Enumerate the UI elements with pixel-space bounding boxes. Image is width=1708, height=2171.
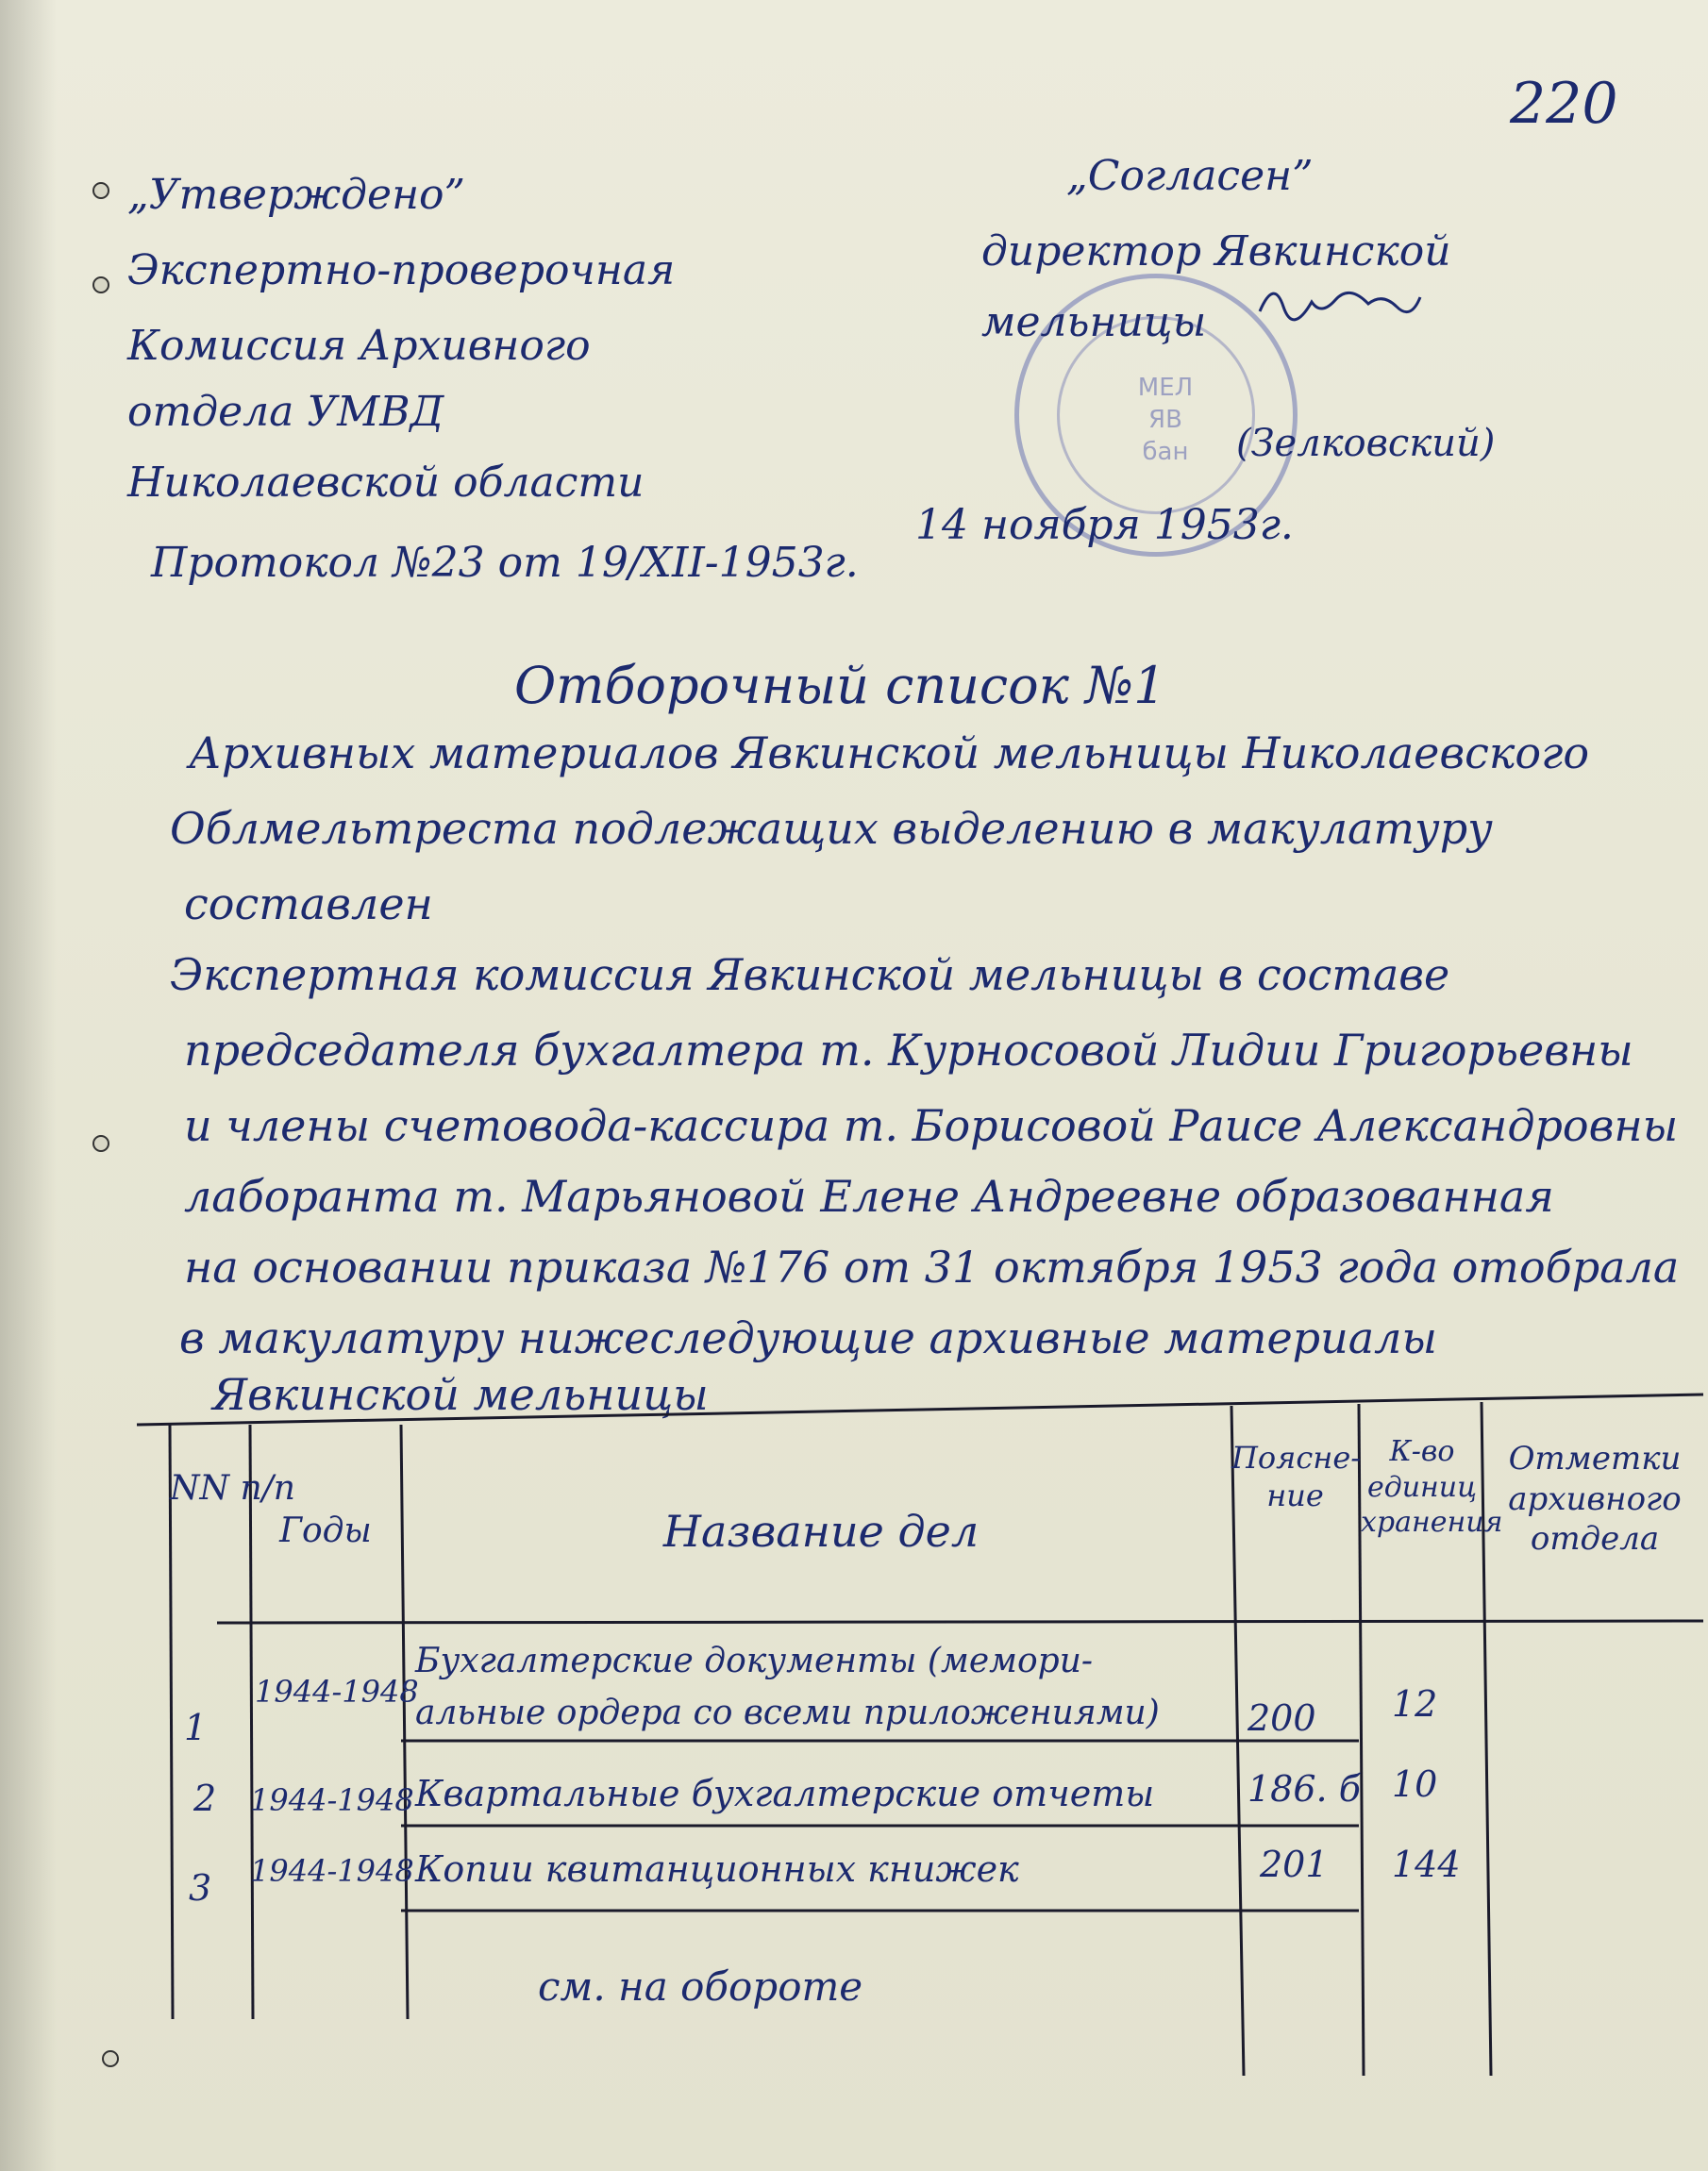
row-explanation: 186. б <box>1248 1768 1361 1810</box>
body-line: Облмельтреста подлежащих выделению в макулатуру <box>170 803 1493 854</box>
body-line: председателя бухгалтера т. Курносовой Лидии Григорьевны <box>184 1025 1633 1076</box>
agreed-line: мельницы <box>981 298 1207 346</box>
row-title: Квартальные бухгалтерские отчеты <box>415 1773 1155 1814</box>
row-units: 10 <box>1392 1763 1438 1805</box>
agreed-line: „Согласен” <box>1066 152 1314 200</box>
col-line <box>401 1425 408 2019</box>
approved-line: Комиссия Архивного <box>127 322 591 370</box>
body-line: в макулатуру нижеследующие архивные материалы <box>179 1312 1437 1363</box>
col-line <box>170 1425 173 2019</box>
row-title: Копии квитанционных книжек <box>415 1848 1019 1890</box>
header-marks: Отметки архивного отдела <box>1508 1440 1682 1558</box>
row-number: 3 <box>189 1867 212 1909</box>
body-line: на основании приказа №176 от 31 октября 1953 года отобрала <box>184 1242 1680 1293</box>
header-units: К-во единиц хранения <box>1361 1435 1503 1539</box>
row-units: 12 <box>1392 1683 1438 1725</box>
approved-line: отдела УМВД <box>127 388 444 436</box>
table-top-line <box>137 1394 1703 1425</box>
body-line: лаборанта т. Марьяновой Елене Андреевне образованная <box>184 1171 1554 1222</box>
row-number: 1 <box>184 1707 208 1748</box>
body-line: Экспертная комиссия Явкинской мельницы в составе <box>170 949 1450 1000</box>
header-number: NN п/п <box>170 1469 295 1508</box>
page-number: 220 <box>1510 71 1618 137</box>
row-explanation: 201 <box>1260 1844 1329 1885</box>
body-line: и члены счетовода-кассира т. Борисовой Раисе Александровны <box>184 1100 1679 1151</box>
row-units: 144 <box>1392 1844 1461 1885</box>
body-line: Архивных материалов Явкинской мельницы Николаевского <box>189 727 1590 778</box>
header-title: Название дел <box>662 1506 980 1557</box>
row-years: 1944-1948 <box>250 1782 414 1818</box>
row-number: 2 <box>193 1778 217 1819</box>
approved-line: Экспертно-проверочная <box>127 246 676 294</box>
row-title: Бухгалтерские документы (мемори- <box>415 1642 1094 1680</box>
footer-note: см. на обороте <box>538 1963 863 2010</box>
approved-line: Николаевской области <box>127 459 645 507</box>
list-title: Отборочный список №1 <box>514 656 1166 715</box>
body-line: составлен <box>184 878 433 929</box>
row-explanation: 200 <box>1248 1697 1316 1739</box>
agreed-date: 14 ноября 1953г. <box>915 501 1294 549</box>
stamp-text: МЕЛ ЯВ бан <box>1137 374 1194 466</box>
protocol-line: Протокол №23 от 19/XII-1953г. <box>151 539 859 587</box>
row-years: 1944-1948 <box>255 1674 419 1710</box>
body-line: Явкинской мельницы <box>212 1369 709 1420</box>
agreed-line: директор Явкинской <box>981 227 1451 276</box>
header-years: Годы <box>279 1511 372 1550</box>
approved-line: „Утверждено” <box>127 171 466 219</box>
row-years: 1944-1948 <box>250 1853 414 1889</box>
table-header-bottom-line <box>217 1621 1703 1623</box>
row-title-continued: альные ордера со всеми приложениями) <box>415 1694 1160 1732</box>
header-explanation: Поясне- ние <box>1231 1440 1362 1513</box>
col-line <box>250 1425 253 2019</box>
agreed-signatory: (Зелковский) <box>1236 422 1496 465</box>
